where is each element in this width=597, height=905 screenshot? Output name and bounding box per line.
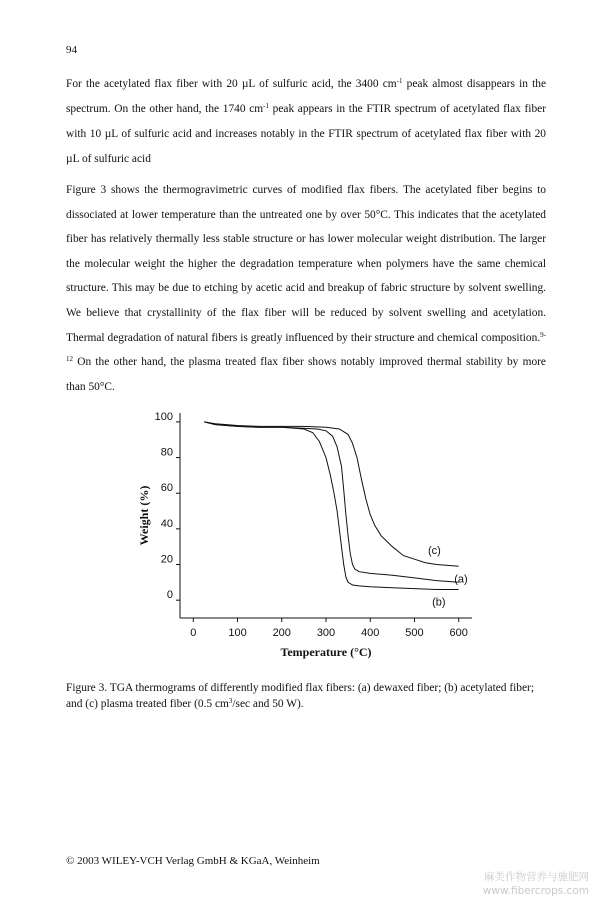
para2-tail: On the other hand, the plasma treated flax fiber shows notably improved thermal stability by more than 50°C.: [66, 356, 546, 393]
y-tick-label: 60: [160, 482, 173, 495]
watermark-line-1: 麻类作物营养与施肥网: [484, 871, 589, 883]
series-label-c: (c): [427, 544, 441, 557]
y-tick-label: 0: [166, 589, 173, 602]
paragraph-ftir: [66, 72, 546, 172]
tga-figure: [130, 403, 490, 668]
y-tick-label: 100: [154, 410, 173, 423]
site-watermark: [483, 870, 589, 898]
x-tick-label: 600: [449, 627, 468, 639]
para1-superscript-2: -1: [263, 102, 269, 110]
para1-text-2: peak almost disappears in the spectrum. On the other hand, the 1740 cm: [66, 78, 547, 115]
x-tick-label: 0: [190, 627, 197, 639]
paragraph-thermogravimetric: [66, 178, 546, 399]
series-label-a: (a): [454, 573, 468, 586]
series-label-b: (b): [432, 596, 446, 609]
series-line-b: [204, 422, 458, 590]
caption-superscript: 3: [228, 697, 233, 705]
y-tick-label: 80: [160, 446, 173, 459]
caption-text: Figure 3. TGA thermograms of differently modified flax fibers: (a) dewaxed fiber; (b) acetylated fiber; and (c) plasma treated fiber (0.5 cm: [66, 682, 535, 710]
x-tick-label: 500: [405, 627, 424, 639]
tga-chart: [130, 403, 490, 668]
copyright-footer: © 2003 WILEY-VCH Verlag GmbH & KGaA, Weinheim: [66, 855, 320, 867]
x-axis-title: Temperature (°C): [280, 645, 372, 659]
x-tick-label: 300: [316, 627, 336, 639]
watermark-line-2: www.fibercrops.com: [482, 885, 589, 897]
page-number: 94: [66, 44, 77, 56]
y-axis-title: Weight (%): [137, 485, 151, 546]
y-tick-label: 20: [160, 553, 173, 566]
citation-superscript: 9-12: [66, 330, 546, 364]
y-tick-label: 40: [160, 517, 173, 530]
figure-caption: [66, 680, 546, 712]
series-line-c: [204, 422, 458, 566]
x-tick-label: 400: [361, 627, 380, 639]
x-tick-label: 100: [228, 627, 247, 639]
x-tick-label: 200: [272, 627, 291, 639]
caption-tail: /sec and 50 W).: [232, 698, 304, 710]
series-line-a: [204, 422, 458, 582]
para1-superscript-1: -1: [396, 77, 403, 85]
para2-text: Figure 3 shows the thermogravimetric curves of modified flax fibers. The acetylated fiber begins to dissociated at lower temperature than the untreated one by over 50°C. This indicates that the acetylated fiber has relatively thermally less stable structure or has lower molecular weight distribution. The larger the molecular weight the higher the degradation temperature when polymers have the same chemical structure. This may be due to etching by acetic acid and breakup of fabric structure by solvent swelling. We believe that crystallinity of the flax fiber will be reduced by solvent swelling and acetylation. Thermal degradation of natural fibers is greatly influenced by their structure and chemical composition.: [66, 184, 546, 344]
para1-text-3: peak appears in the FTIR spectrum of acetylated flax fiber with 10 µL of sulfuric acid and increases notably in the FTIR spectrum of acetylated flax fiber with 20 µL of sulfuric acid: [66, 103, 546, 165]
para1-text-1: For the acetylated flax fiber with 20 µL of sulfuric acid, the 3400 cm: [66, 78, 397, 90]
